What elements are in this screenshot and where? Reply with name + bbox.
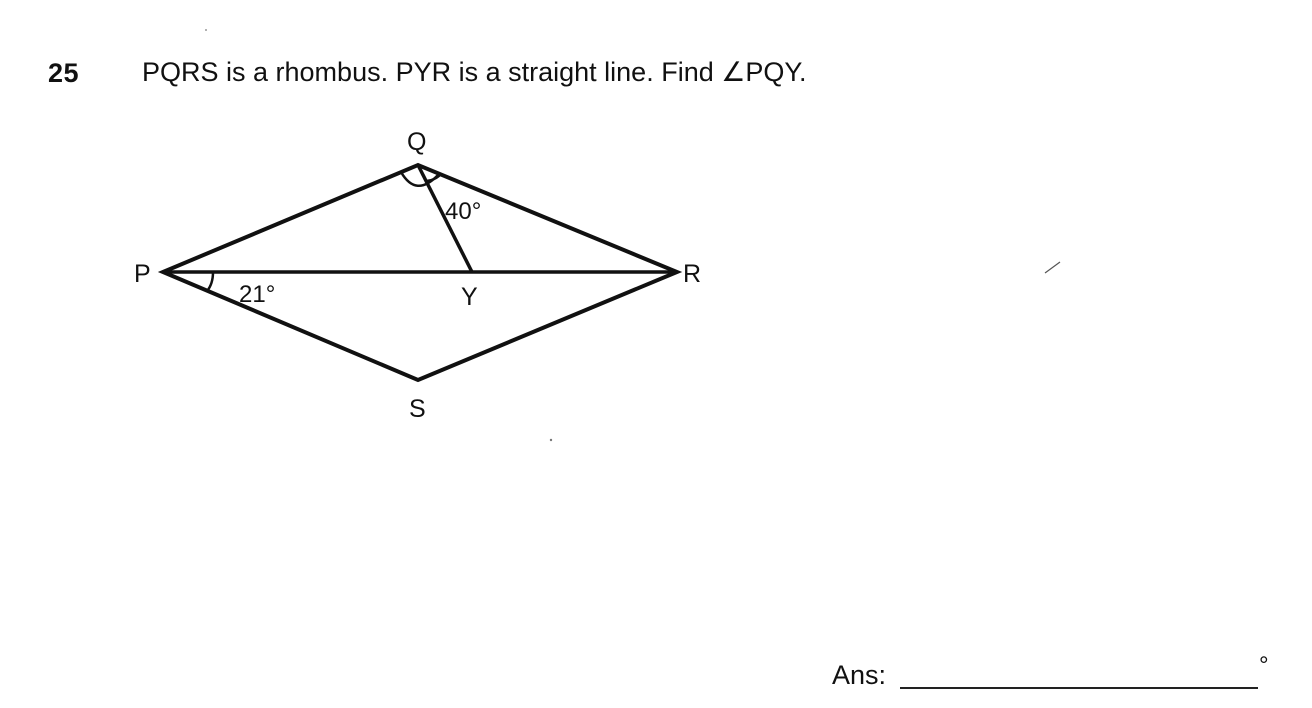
scan-dot: [550, 439, 552, 441]
vertex-label-p: P: [134, 260, 151, 288]
scan-mark: [1045, 262, 1060, 273]
vertex-label-s: S: [409, 395, 426, 423]
answer-blank[interactable]: [900, 687, 1258, 689]
answer-unit: °: [1259, 652, 1269, 679]
vertex-label-y: Y: [461, 283, 478, 311]
question-text: PQRS is a rhombus. PYR is a straight line. Find ∠PQY.: [142, 57, 807, 87]
scan-dot: [205, 29, 207, 31]
question-number: 25: [48, 58, 80, 88]
angle-label-q: 40°: [445, 198, 482, 225]
vertex-label-q: Q: [407, 128, 427, 156]
answer-label: Ans:: [832, 660, 887, 690]
vertex-label-r: R: [683, 260, 702, 288]
angle-label-p: 21°: [239, 281, 276, 308]
angle-arc-q-inner: [426, 174, 441, 181]
angle-arc-p: [207, 272, 213, 291]
